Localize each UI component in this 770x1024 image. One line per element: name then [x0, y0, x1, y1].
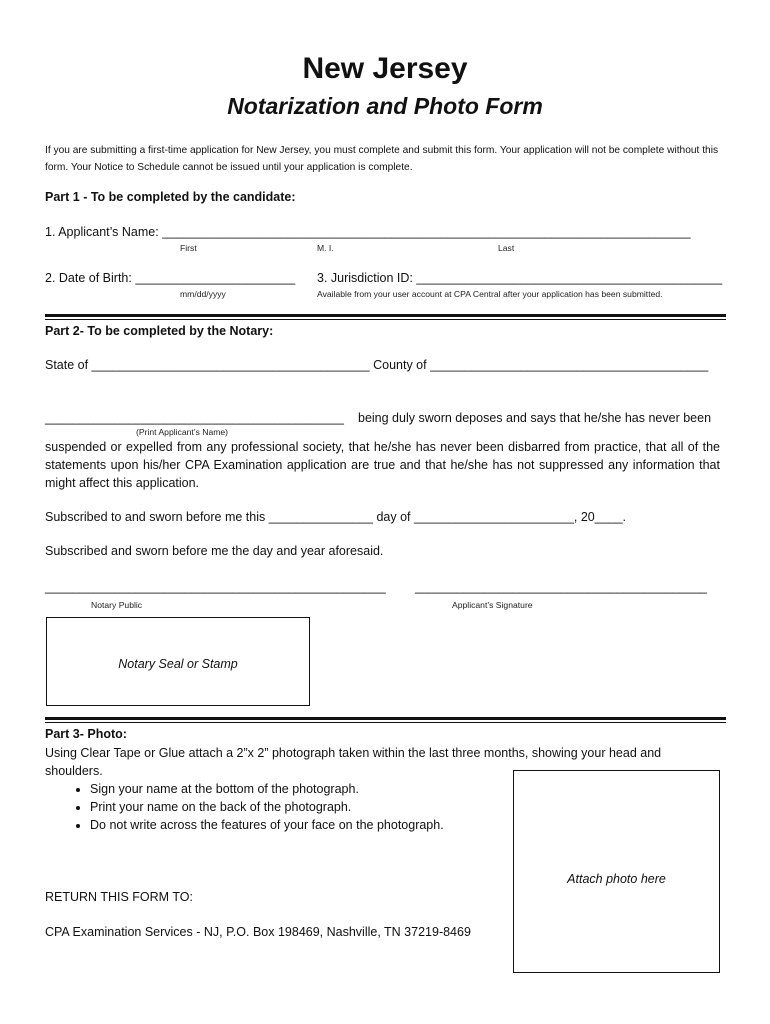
section-divider: [45, 314, 726, 317]
applicant-signature-line[interactable]: __________________________________________: [415, 580, 707, 594]
intro-text: If you are submitting a first-time application for New Jersey, you must complete and submit this form. Your application will not be complete without this form. Your Notice to Schedule cannot be issued until your application is complete.: [45, 145, 719, 173]
name-last-hint: Last: [498, 243, 515, 253]
page-title: New Jersey: [302, 52, 468, 85]
jurisdiction-id-field[interactable]: 3. Jurisdiction ID: ____________________________________________: [317, 271, 723, 285]
part3-heading: Part 3- Photo:: [45, 727, 127, 741]
jurisdiction-hint: Available from your user account at CPA Central after your application has been submitted.: [317, 289, 663, 299]
photo-attach-label: Attach photo here: [567, 872, 666, 886]
section-divider: [45, 717, 726, 720]
name-mi-hint: M. I.: [317, 243, 334, 253]
applicant-signature-label: Applicant’s Signature: [452, 600, 533, 610]
sworn-statement-start: being duly sworn deposes and says that he/she has never been: [358, 411, 712, 425]
section-divider: [45, 319, 726, 320]
applicant-name-field[interactable]: 1. Applicant’s Name: ____________________________________________________________________________: [45, 225, 691, 239]
aforesaid-text: Subscribed and sworn before me the day and year aforesaid.: [45, 544, 384, 558]
print-name-field[interactable]: ___________________________________________: [45, 411, 344, 425]
part1-heading: Part 1 - To be completed by the candidate:: [45, 190, 296, 204]
photo-instruction-list: [45, 780, 444, 834]
list-item: • Sign your name at the bottom of the photograph.: [90, 780, 444, 798]
page-subtitle: Notarization and Photo Form: [227, 93, 543, 119]
notary-seal-box: [46, 617, 310, 706]
section-divider: [45, 722, 726, 723]
notary-signature-line[interactable]: _________________________________________________: [45, 580, 386, 594]
name-first-hint: First: [180, 243, 197, 253]
print-name-hint: (Print Applicant’s Name): [136, 427, 229, 437]
state-county-field[interactable]: State of ________________________________________ County of ________________________________________: [45, 358, 709, 372]
dob-hint: mm/dd/yyyy: [180, 289, 226, 299]
subscribed-date-field[interactable]: Subscribed to and sworn before me this _______________ day of _______________________, 20____.: [45, 510, 627, 524]
photo-instructions: Using Clear Tape or Glue attach a 2”x 2” photograph taken within the last three months, showing your head and shoulders.: [45, 746, 662, 778]
part2-heading: Part 2- To be completed by the Notary:: [45, 324, 274, 338]
date-of-birth-field[interactable]: 2. Date of Birth: _______________________: [45, 271, 296, 285]
list-item: • Print your name on the back of the photograph.: [90, 798, 444, 816]
notary-public-label: Notary Public: [91, 600, 143, 610]
notary-seal-label: Notary Seal or Stamp: [118, 657, 238, 671]
list-item: • Do not write across the features of your face on the photograph.: [90, 816, 444, 834]
sworn-statement-body: suspended or expelled from any professional society, that he/she has never been disbarred from practice, that all of the statements upon his/her CPA Examination application are true and that he/she has not suppressed any information that might affect this application.: [45, 440, 720, 490]
photo-attach-box: [513, 770, 720, 973]
return-address: CPA Examination Services - NJ, P.O. Box 198469, Nashville, TN 37219-8469: [45, 925, 471, 939]
return-label: RETURN THIS FORM TO:: [45, 890, 193, 904]
